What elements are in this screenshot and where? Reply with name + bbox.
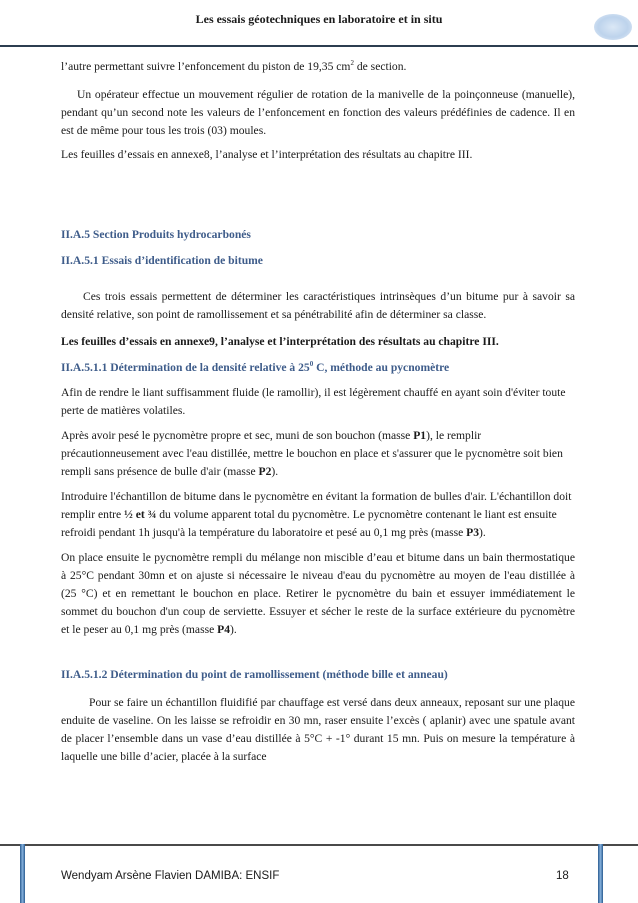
footer-author: Wendyam Arsène Flavien DAMIBA: ENSIF — [61, 870, 280, 882]
heading-identification-bitume: II.A.5.1 Essais d’identification de bitume — [61, 254, 263, 267]
paragraph-annexe9: Les feuilles d’essais en annexe9, l’analyse et l’interprétation des résultats au chapitre III. — [61, 335, 499, 348]
paragraph-bain-p4: On place ensuite le pycnomètre rempli du mélange non miscible d’eau et bitume dans un bain thermostatique à 25°C pendant 30mn et on ajuste si nécessaire le niveau d'eau du pycnomètre au moyen de l'eau distillée à (25 °C) et en remettant le bouchon en place. Retirer le pycnomètre du bain et essuyer immédiatement le sommet du bouchon d'un coup de serviette. Essuyer et sécher le reste de la surface extérieure du pycnomètre et le peser au 0,1 mg près (masse P4). — [61, 551, 575, 636]
paragraph-pesee-p1-p2: Après avoir pesé le pycnomètre propre et sec, muni de son bouchon (masse P1), le remplir précautionneusement avec l'eau distillée, mettre le bouchon en place et s'assurer que le pycnomètre soit bien rempli sans présence de bulle d'air (masse P2). — [61, 429, 563, 478]
heading-densite-relative: II.A.5.1.1 Détermination de la densité relative à $25^0$ C, méthode au pycnomètre — [61, 360, 450, 374]
paragraph-echantillon-p3: Introduire l'échantillon de bitume dans le pycnomètre en évitant la formation de bulles d'air. L'échantillon doit remplir entre ½ et ¾ du volume apparent total du pycnomètre. Le pycnomètre contenant le liant est ensuite refroidi pendant 1h jusqu'à la température du laboratoire et pesé au 0,1 mg près (masse P3). — [61, 490, 572, 539]
footer-left-accent — [20, 844, 25, 903]
paragraph-piston: l’autre permettant suivre l’enfoncement du piston de 19,35 $cm^2$ de section. — [61, 59, 407, 73]
paragraph-annexe8: Les feuilles d’essais en annexe8, l’analyse et l’interprétation des résultats au chapitre III. — [61, 148, 473, 161]
footer-divider — [0, 844, 638, 846]
document-body — [61, 58, 575, 766]
page-number: 18 — [556, 870, 569, 882]
page-header — [0, 0, 638, 48]
header-divider — [0, 45, 638, 47]
heading-section-hydrocarbones: II.A.5 Section Produits hydrocarbonés — [61, 228, 251, 241]
paragraph-liant-fluide: Afin de rendre le liant suffisamment fluide (le ramollir), il est légèrement chauffé en ayant soin d'éviter toute perte de matières volatiles. — [61, 386, 566, 417]
heading-point-ramollissement: II.A.5.1.2 Détermination du point de ramollissement (méthode bille et anneau) — [61, 668, 448, 681]
footer-right-accent — [598, 844, 603, 903]
header-decoration — [594, 14, 632, 40]
paragraph-trois-essais: Ces trois essais permettent de déterminer les caractéristiques intrinsèques d’un bitume pur à savoir sa densité relative, son point de ramollissement et sa pénétrabilité afin de déterminer sa classe. — [61, 290, 575, 321]
header-title: Les essais géotechniques en laboratoire et in situ — [195, 12, 443, 26]
paragraph-bille-anneau: Pour se faire un échantillon fluidifié par chauffage est versé dans deux anneaux, reposant sur une plaque enduite de vaseline. On les laisse se refroidir en 30 mn, raser ensuite l’excès ( aplanir) avec une spatule avant de placer l’ensemble dans un vase d’eau distillée à 5°C + -1° durant 15 mn. Puis on mesure la température à laquelle une bille d’acier, placée à la surface — [61, 696, 575, 763]
paragraph-operateur: Un opérateur effectue un mouvement régulier de rotation de la manivelle de la poinçonneuse (manuelle), pendant qu’un second note les valeurs de l’enfoncement en fonction des valeurs prédéfinies de cadence. Il en est de même pour tous les trois (03) moules. — [61, 88, 575, 137]
